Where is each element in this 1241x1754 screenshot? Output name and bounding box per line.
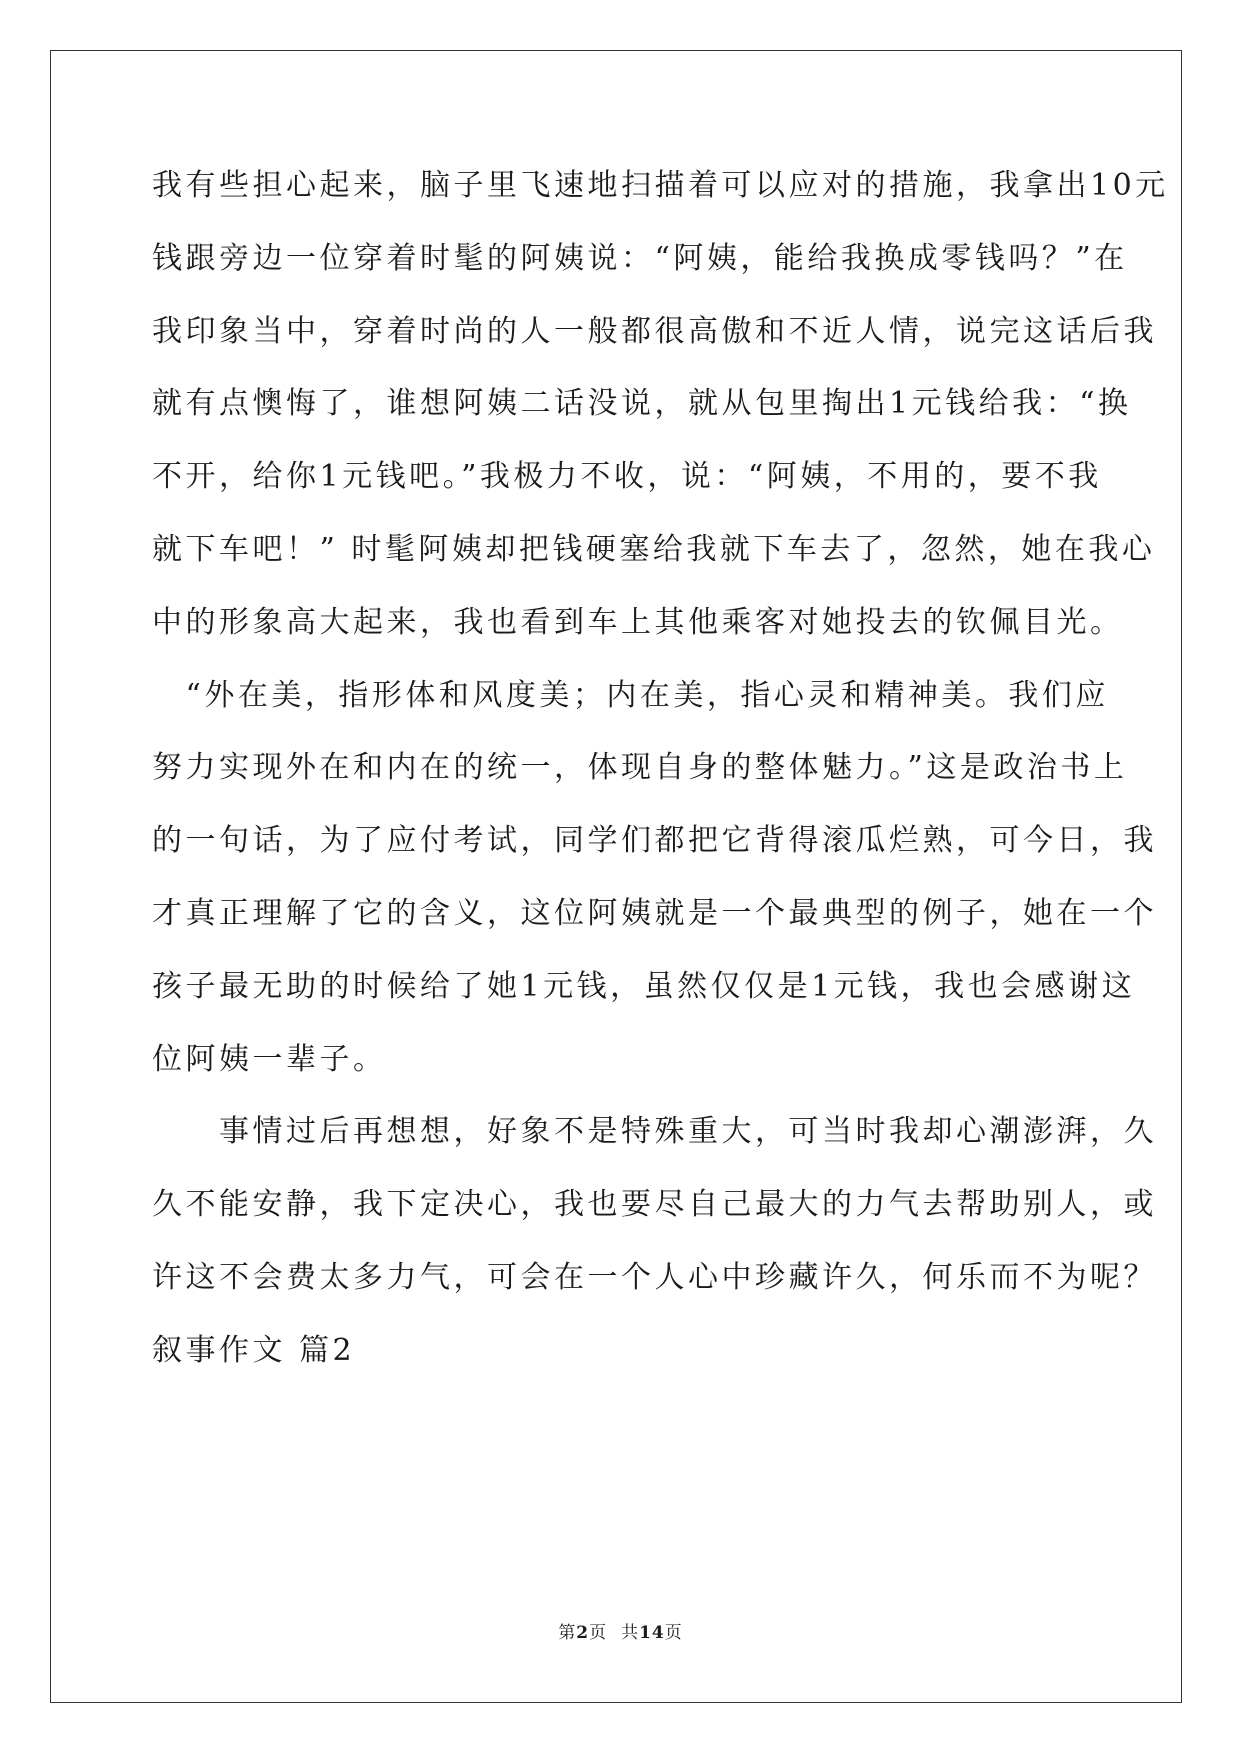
text-line-10: 的一句话，为了应付考试，同学们都把它背得滚瓜烂熟，可今日，我 (152, 823, 1157, 859)
footer-page-suffix: 页 (589, 1623, 608, 1643)
text-line-13: 位阿姨一辈子。 (152, 1041, 387, 1077)
footer-total-prefix: 共 (621, 1623, 640, 1643)
text-line-8: “外在美，指形体和风度美；内在美，指心灵和精神美。我们应 (152, 677, 1109, 713)
footer-page-prefix: 第 (558, 1623, 577, 1643)
text-line-9: 努力实现外在和内在的统一，体现自身的整体魅力。”这是政治书上 (152, 750, 1128, 786)
text-line-5: 不开，给你1元钱吧。”我极力不收，说：“阿姨，不用的，要不我 (152, 459, 1102, 495)
section-heading: 叙事作文 篇2 (152, 1332, 356, 1368)
text-line-2: 钱跟旁边一位穿着时髦的阿姨说：“阿姨，能给我换成零钱吗？”在 (152, 240, 1128, 276)
footer-page-number: 2 (576, 1623, 590, 1643)
document-body (152, 166, 1169, 1404)
text-line-15: 久不能安静，我下定决心，我也要尽自己最大的力气去帮助别人，或 (152, 1187, 1157, 1223)
text-line-7: 中的形象高大起来，我也看到车上其他乘客对她投去的钦佩目光。 (152, 604, 1124, 640)
text-line-4: 就有点懊悔了，谁想阿姨二话没说，就从包里掏出1元钱给我：“换 (152, 386, 1132, 422)
text-line-1: 我有些担心起来，脑子里飞速地扫描着可以应对的措施，我拿出10元 (152, 168, 1169, 203)
text-line-16: 许这不会费太多力气，可会在一个人心中珍藏许久，何乐而不为呢？ (152, 1259, 1157, 1295)
text-line-14: 事情过后再想想，好象不是特殊重大，可当时我却心潮澎湃，久 (152, 1114, 1157, 1150)
text-line-6: 就下车吧！” 时髦阿姨却把钱硬塞给我就下车去了，忽然，她在我心 (152, 531, 1156, 567)
text-line-12: 孩子最无助的时候给了她1元钱，虽然仅仅是1元钱，我也会感谢这 (152, 968, 1136, 1004)
text-line-3: 我印象当中，穿着时尚的人一般都很高傲和不近人情，说完这话后我 (152, 313, 1157, 349)
page-footer (0, 1618, 1241, 1643)
text-line-11: 才真正理解了它的含义，这位阿姨就是一个最典型的例子，她在一个 (152, 895, 1157, 931)
footer-total-suffix: 页 (664, 1623, 683, 1643)
footer-total-pages: 14 (639, 1623, 665, 1643)
